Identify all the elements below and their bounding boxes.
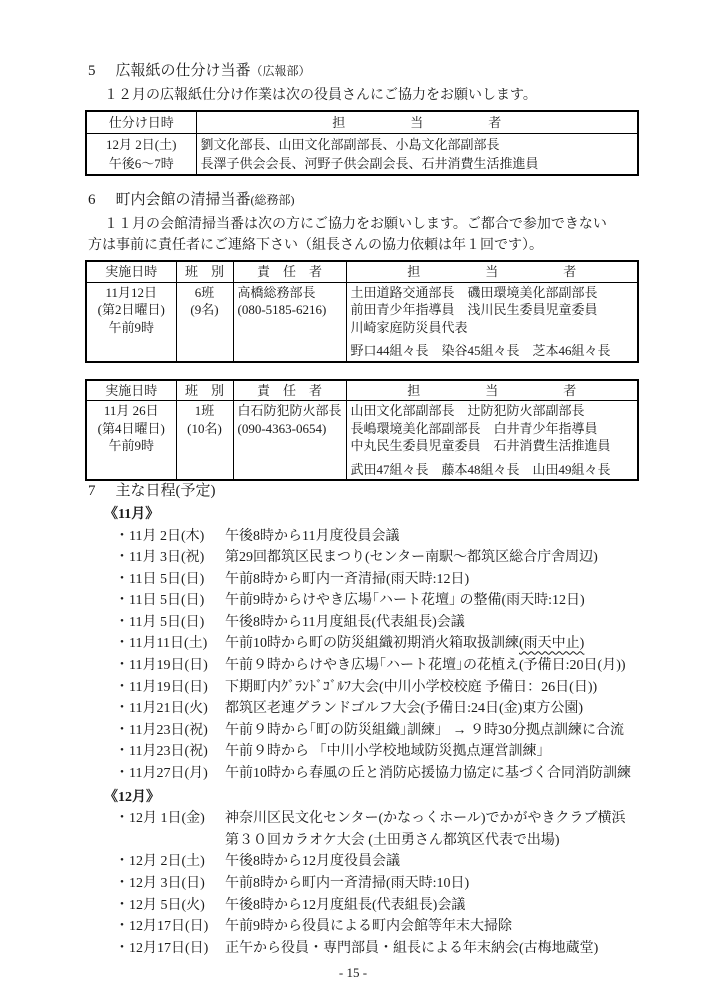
schedule-date: ・11月11日(土) [115,636,208,652]
section6-title-note: (総務部) [250,193,295,207]
schedule-item [115,569,706,591]
top-margin [0,0,706,61]
section5-number: 5 [88,63,96,79]
col-header-group: 班 別 [176,380,233,401]
schedule-item [115,547,706,569]
schedule-item [115,698,706,720]
duty1-members-line1: 土田道路交通部長 磯田環境美化部副部長 [350,284,598,300]
schedule-date: ・11月 5日(日) [115,614,205,630]
schedule-desc: 午後8時から12月度組長(代表組長)会議 [225,897,466,913]
cell-leader [233,401,346,481]
duty2-members-line2: 長嶋環境美化部副部長 白井青少年指導員 [350,420,598,436]
col-header-datetime: 実施日時 [86,380,176,401]
schedule-date: ・11月27日(月) [115,766,208,782]
schedule-desc: 午前8時から町内一斉清掃(雨天時:12日) [225,571,470,587]
col-header-members: 担 当 者 [346,380,638,401]
col-header-datetime: 実施日時 [86,261,176,282]
schedule-item [115,677,706,699]
schedule-date: ・11日 5日(日) [115,593,205,609]
section7-title-text: 主な日程(予定) [115,483,216,499]
schedule-date: ・12月 2日(土) [115,854,205,870]
duty2-leader-phone: (090-4363-0654) [237,420,327,436]
col-header-leader: 責 任 者 [233,380,346,401]
duty2-date: 11月 26日 [103,403,159,418]
table-header-row [86,380,638,401]
cleaning-duty-table-1 [85,260,639,363]
schedule-desc: 正午から役員・専門部員・組長による年末納会(古梅地蔵堂) [225,940,599,956]
cell-group [176,282,233,362]
spacer [0,176,706,190]
schedule-desc-continued: 第３０回カラオケ大会 (土田勇さん都筑区代表で出場) [225,832,560,848]
section6-number: 6 [88,192,96,208]
schedule-item [115,526,706,548]
schedule-item [115,633,706,655]
duty2-members-line3: 中丸民生委員児童委員 石井消費生活推進員 [350,438,611,453]
page-number: - 15 - [338,965,368,981]
schedule-desc: 下期町内ｸﾞﾗﾝﾄﾞｺﾞﾙﾌ大会(中川小学校校庭 予備日：26日(日)) [225,679,598,695]
table-header-row [86,261,638,282]
cell-datetime [86,401,176,481]
november-schedule [115,526,706,785]
table-row [86,282,638,362]
schedule-date: ・11月21日(火) [115,701,208,717]
duty1-time: 午前9時 [108,319,154,335]
duty1-leader: 高橋総務部長 [237,284,316,300]
schedule-desc: 第29回都筑区民まつり(センター南駅～都筑区総合庁舎周辺) [225,550,598,566]
schedule-desc: 午前９時からけやき広場｢ハート花壇｣の花植え(予備日:20日(月)) [225,658,626,674]
schedule-date: ・12月 3日(日) [115,875,205,891]
duty1-members-line4: 野口44組々長 染谷45組々長 芝本46組々長 [350,343,611,358]
schedule-item [115,590,706,612]
duty2-group-size: (10名) [187,420,222,436]
cell-members [346,282,638,362]
cell-datetime [86,282,176,362]
col-header-members: 担 当 者 [346,261,638,282]
section6-intro-line1: １１月の会館清掃当番は次の方にご協力をお願いします。ご都合で参加できない [104,217,607,232]
section7-number: 7 [88,483,96,499]
schedule-item [115,851,706,873]
duty1-group: 6班 [194,284,215,300]
section5-intro: １２月の広報紙仕分け作業は次の役員さんにご協力をお願いします。 [104,88,537,103]
schedule-desc: 午前９時から｢町の防災組織｣訓練」 → ９時30分拠点訓練に合流 [225,722,624,738]
duty2-leader: 白石防犯防火部長 [237,403,342,418]
schedule-desc: 午前９時から 「中川小学校地域防災拠点運営訓練」 [225,744,551,760]
schedule-desc: 午後8時から12月度役員会議 [225,854,400,870]
schedule-desc-text: 午前10時から町の防災組織初期消火箱取扱訓練 [225,636,519,652]
schedule-desc: 都筑区老連グランドゴルフ大会(予備日:24日(金)東方公園) [225,701,583,717]
schedule-date: ・11月 3日(祝) [115,550,205,566]
duty1-members-line2: 前田青少年指導員 浅川民生委員児童委員 [350,302,598,317]
schedule-item [115,741,706,763]
col-header-group: 班 別 [176,261,233,282]
section5-title [88,61,706,82]
sorting-date: 12月 2日(土) [106,137,177,152]
cell-leader [233,282,346,362]
duty2-members-line4: 武田47組々長 藤本48組々長 山田49組々長 [350,461,611,477]
schedule-desc: 午前8時から町内一斉清掃(雨天時:10日) [225,875,470,891]
duty2-members-line1: 山田文化部副部長 辻防犯防火部副部長 [350,403,585,418]
schedule-date: ・11月 2日(木) [115,528,205,544]
table-header-row [86,111,638,134]
duty1-members-line3: 川崎家庭防災員代表 [350,319,468,335]
schedule-desc: 午前9時からけやき広場｢ハート花壇｣ の整備(雨天時:12日) [225,593,585,609]
duty2-week: (第4日曜日) [97,420,165,436]
schedule-date: ・11月23日(祝) [115,722,208,738]
schedule-date: ・12月 1日(金) [115,811,205,827]
schedule-item [115,763,706,785]
cleaning-duty-table-2 [85,379,639,482]
schedule-date: ・12月17日(日) [115,919,209,935]
duty2-group: 1班 [194,403,215,418]
duty2-time: 午前9時 [108,438,154,453]
duty1-leader-phone: (080-5185-6216) [237,302,327,317]
schedule-date: ・12月 5日(火) [115,897,205,913]
november-label: 《11月》 [104,507,160,522]
schedule-desc: 神奈川区民文化センター(かなっくホール)でかがやきクラブ横浜 [225,811,626,827]
section6-intro-line2: 方は事前に責任者にご連絡下さい（組長さんの協力依頼は年１回です）。 [88,238,543,253]
schedule-item [115,916,706,938]
section5-title-note: （広報部） [250,64,311,78]
col-header-members: 担 当 者 [196,111,638,134]
table-row [86,401,638,481]
sorting-members-line2: 長澤子供会会長、河野子供会副会長、石井消費生活推進員 [200,156,539,171]
schedule-desc: 午後8時から11月度役員会議 [225,528,400,544]
section5-title-text: 広報紙の仕分け当番 [115,63,251,79]
schedule-item [115,720,706,742]
cell-datetime [86,134,196,176]
schedule-item [115,895,706,917]
cell-group [176,401,233,481]
col-header-datetime: 仕分け日時 [86,111,196,134]
sorting-time: 午後6～7時 [108,156,174,171]
schedule-date: ・11月19日(日) [115,658,208,674]
schedule-item [115,655,706,677]
schedule-date: ・12月17日(日) [115,940,209,956]
december-label: 《12月》 [104,789,160,805]
schedule-desc: 午前9時から役員による町内会館等年末大掃除 [225,919,512,935]
schedule-item [115,938,706,960]
table-row [86,134,638,176]
duty1-group-size: (9名) [190,302,219,317]
schedule-desc [225,633,706,655]
sorting-members-line1: 劉文化部長、山田文化部副部長、小島文化部副部長 [200,137,500,152]
col-header-leader: 責 任 者 [233,261,346,282]
december-schedule-continued [115,851,706,959]
schedule-desc-rain-cancel: (雨天中止) [519,636,585,652]
schedule-item [115,873,706,895]
section7-title [88,481,706,502]
section6-title-text: 町内会館の清掃当番 [115,192,251,208]
schedule-item [115,808,706,830]
schedule-date: ・11月23日(祝) [115,744,208,760]
spacer [0,363,706,375]
schedule-item [115,612,706,634]
duty1-week: (第2日曜日) [97,302,165,317]
sorting-duty-table [85,110,639,176]
cell-members [196,134,638,176]
duty1-date: 11月12日 [105,284,158,300]
section6-title [88,190,706,211]
december-schedule [115,808,706,830]
schedule-desc: 午後8時から11月度組長(代表組長)会議 [225,614,465,630]
schedule-date: ・11日 5日(日) [115,571,205,587]
schedule-desc: 午前10時から春風の丘と消防応援協力協定に基づく合同消防訓練 [225,766,631,782]
cell-members [346,401,638,481]
schedule-date: ・11月19日(日) [115,679,208,695]
